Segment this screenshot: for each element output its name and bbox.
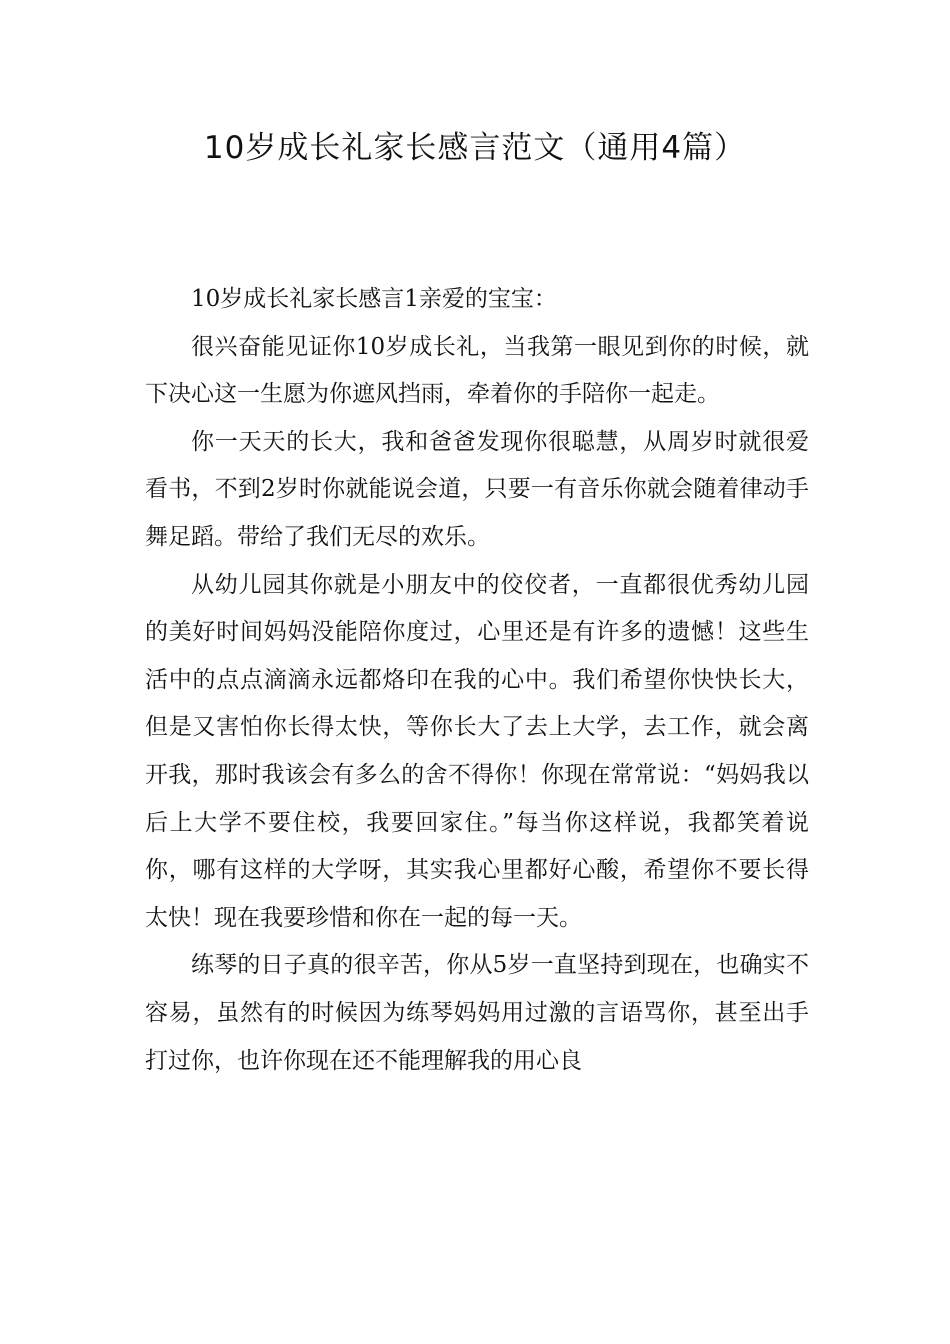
paragraph-4: 练琴的日子真的很辛苦，你从5岁一直坚持到现在，也确实不容易，虽然有的时候因为练琴妈妈用过激的言语骂你，甚至出手打过你，也许你现在还不能理解我的用心良 bbox=[145, 952, 809, 1074]
paragraph-2: 你一天天的长大，我和爸爸发现你很聪慧，从周岁时就很爱看书，不到2岁时你就能说会道，只要一有音乐你就会随着律动手舞足蹈。带给了我们无尽的欢乐。 bbox=[145, 428, 809, 550]
document-body bbox=[145, 276, 809, 1085]
document-title: 10岁成长礼家长感言范文（通用4篇） bbox=[203, 130, 747, 166]
paragraph-3: 从幼儿园其你就是小朋友中的佼佼者，一直都很优秀幼儿园的美好时间妈妈没能陪你度过，心里还是有许多的遗憾！这些生活中的点点滴滴永远都烙印在我的心中。我们希望你快快长大，但是又害怕你长得太快，等你长大了去上大学，去工作，就会离开我，那时我该会有多么的舍不得你！你现在常常说：“妈妈我以后上大学不要住校，我要回家住。”每当你这样说，我都笑着说你，哪有这样的大学呀，其实我心里都好心酸，希望你不要长得太快！现在我要珍惜和你在一起的每一天。 bbox=[145, 571, 809, 931]
paragraph-1: 很兴奋能见证你10岁成长礼，当我第一眼见到你的时候，就下决心这一生愿为你遮风挡雨，牵着你的手陪你一起走。 bbox=[145, 333, 809, 408]
paragraph-heading-salutation: 10岁成长礼家长感言1亲爱的宝宝： bbox=[191, 286, 557, 312]
